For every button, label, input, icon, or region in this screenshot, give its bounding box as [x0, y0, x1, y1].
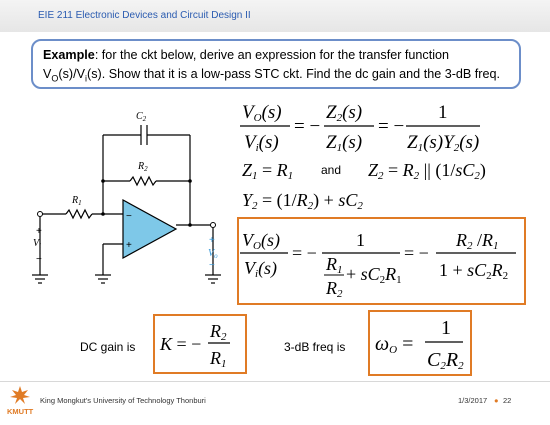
vi-minus: − [36, 254, 42, 265]
vi-plus: + [36, 226, 42, 237]
and-label: and [321, 163, 342, 177]
slide-date: 1/3/2017 [458, 396, 488, 405]
freq-label: 3-dB freq is [284, 340, 346, 354]
svg-text:Z1(s)Y2(s): Z1(s)Y2(s) [407, 132, 480, 154]
svg-text:= −: = − [378, 116, 405, 137]
vi-label: $V_i$ [33, 238, 42, 250]
svg-text:Z2 = R2 || (1/sC2): Z2 = R2 || (1/sC2) [368, 160, 486, 182]
university-name: King Mongkut's University of Technology Thonburi [40, 396, 206, 405]
svg-text:= −: = − [292, 243, 317, 263]
vo-label: $V_o$ [208, 248, 218, 260]
slide-header [0, 0, 550, 32]
svg-text:R1: R1 [210, 348, 227, 370]
svg-text:1: 1 [356, 230, 365, 250]
svg-text:C2R2: C2R2 [427, 349, 464, 372]
svg-text:KMUTT: KMUTT [7, 407, 34, 416]
svg-text:Vi(s): Vi(s) [244, 258, 278, 280]
example-text: Example: for the ckt below, derive an expression for the transfer function $V_O(s)/V_i(s)$. Show that it is a low-pass STC ckt. Find the dc gain and the 3-dB freq. [43, 48, 500, 84]
svg-text:R2: R2 [326, 278, 343, 300]
c2-label: $C_2$ [136, 111, 147, 123]
example-line1: : for the ckt below, derive an expression for the transfer function [94, 48, 450, 62]
svg-text:+ sC2R1: + sC2R1 [346, 264, 402, 286]
svg-text:= −: = − [404, 243, 429, 263]
svg-text:VO(s): VO(s) [242, 102, 282, 124]
footer-divider [0, 381, 550, 382]
example-line2: (s). Show that it is a low-pass STC ckt. Find the dc gain and the 3-dB freq. [87, 67, 500, 81]
inverting-input-sign: − [126, 211, 132, 222]
freq-equation [373, 314, 467, 372]
svg-text:VO(s): VO(s) [242, 230, 280, 252]
svg-text:Z2(s): Z2(s) [326, 102, 363, 124]
svg-text:R2 /R1: R2 /R1 [456, 230, 499, 252]
svg-text:R1: R1 [326, 254, 343, 276]
svg-text:ωO =: ωO = [375, 333, 414, 356]
admittance-equation [240, 186, 440, 214]
vo-plus: + [209, 235, 215, 246]
dc-gain-equation [158, 318, 242, 370]
svg-text:R2: R2 [210, 321, 227, 343]
svg-text:1: 1 [438, 102, 448, 123]
vo-minus: − [209, 260, 215, 271]
r1-label: $R_1$ [72, 195, 82, 207]
dc-gain-label: DC gain is [80, 340, 136, 354]
svg-text:1: 1 [441, 317, 451, 339]
example-label: Example [43, 48, 95, 62]
svg-text:= −: = − [294, 116, 321, 137]
svg-text:Z1(s): Z1(s) [326, 132, 363, 154]
example-box [31, 39, 521, 89]
svg-text:Vi(s): Vi(s) [244, 132, 279, 154]
course-title: EIE 211 Electronic Devices and Circuit Design II [38, 10, 251, 21]
page-bullet: ● [494, 396, 499, 405]
kmutt-logo [6, 384, 34, 416]
svg-text:Y2 = (1/R2) + sC2: Y2 = (1/R2) + sC2 [242, 190, 363, 212]
op-amp-circuit [28, 95, 228, 295]
svg-text:Z1 = R1: Z1 = R1 [242, 160, 294, 182]
impedance-equations [240, 156, 530, 184]
r2-label: $R_2$ [138, 161, 148, 173]
transfer-function-equation [240, 96, 520, 156]
result-transfer-function [240, 222, 522, 300]
page-number: 22 [503, 396, 512, 405]
noninverting-input-sign: + [126, 240, 132, 251]
svg-text:1 + sC2R2: 1 + sC2R2 [439, 260, 509, 282]
svg-text:K = −: K = − [160, 334, 202, 354]
